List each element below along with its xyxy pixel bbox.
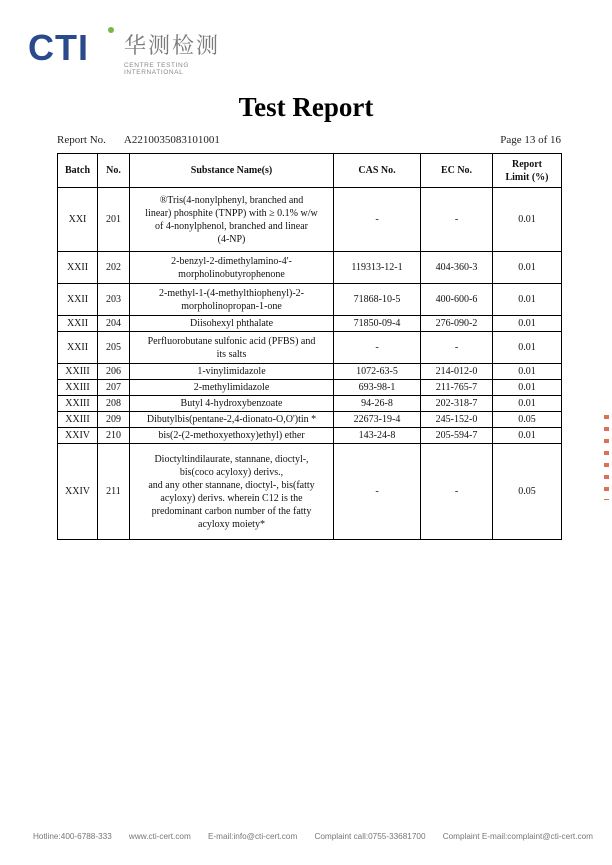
footer-complaint-email: Complaint E-mail:complaint@cti-cert.com — [442, 832, 593, 841]
table-row — [58, 284, 562, 316]
row-number: 207 — [98, 380, 130, 396]
row-number: 208 — [98, 396, 130, 412]
row-number: 202 — [98, 252, 130, 284]
row-batch: XXI — [58, 188, 98, 252]
table-row — [58, 252, 562, 284]
row-batch: XXII — [58, 332, 98, 364]
row-report-limit: 0.05 — [493, 444, 562, 540]
table-row — [58, 396, 562, 412]
cti-logo — [28, 22, 228, 76]
footer-website: www.cti-cert.com — [128, 832, 191, 841]
col-header-limit: Report Limit (%) — [493, 154, 562, 188]
row-number: 205 — [98, 332, 130, 364]
logo-brand: CTI — [28, 27, 89, 68]
table-row — [58, 380, 562, 396]
row-number: 206 — [98, 364, 130, 380]
row-batch: XXIII — [58, 364, 98, 380]
report-no-label: Report No. — [57, 134, 106, 146]
side-stamp-mark — [604, 415, 609, 500]
row-report-limit: 0.01 — [493, 364, 562, 380]
row-cas-no: 1072-63-5 — [334, 364, 421, 380]
report-no-value: A2210035083101001 — [123, 134, 220, 146]
row-substance-name: ®Tris(4-nonylphenyl, branched and linear) phosphite (TNPP) with ≥ 0.1% w/w of 4-nonylphenol, branched and linear (4-NP) — [130, 188, 334, 252]
table-row — [58, 412, 562, 428]
logo-subtitle: CENTRE TESTING INTERNATIONAL — [124, 62, 189, 76]
row-batch: XXIV — [58, 428, 98, 444]
row-report-limit: 0.05 — [493, 412, 562, 428]
row-substance-name: 1-vinylimidazole — [130, 364, 334, 380]
col-header-no: No. — [98, 154, 130, 188]
table-row — [58, 332, 562, 364]
substance-table — [57, 153, 562, 540]
table-row — [58, 428, 562, 444]
row-number: 209 — [98, 412, 130, 428]
row-substance-name: 2-methylimidazole — [130, 380, 334, 396]
row-ec-no: 276-090-2 — [421, 316, 493, 332]
row-cas-no: 71850-09-4 — [334, 316, 421, 332]
logo-dot-icon — [108, 27, 114, 33]
col-header-batch: Batch — [58, 154, 98, 188]
row-ec-no: 245-152-0 — [421, 412, 493, 428]
row-substance-name: 2-benzyl-2-dimethylamino-4'- morpholinobutyrophenone — [130, 252, 334, 284]
row-substance-name: Dioctyltindilaurate, stannane, dioctyl-, bis(coco acyloxy) derivs., and any other stannane, dioctyl-, bis(fatty acyloxy) derivs. wherein C12 is the predominant carbon number of the fatty acyloxy moiety* — [130, 444, 334, 540]
table-row — [58, 188, 562, 252]
row-ec-no: - — [421, 332, 493, 364]
logo-chinese-name: 华测检测 — [124, 34, 221, 59]
table-header-row — [58, 154, 562, 188]
row-batch: XXII — [58, 316, 98, 332]
row-batch: XXIII — [58, 396, 98, 412]
row-report-limit: 0.01 — [493, 252, 562, 284]
table-row — [58, 316, 562, 332]
row-ec-no: 205-594-7 — [421, 428, 493, 444]
row-ec-no: 211-765-7 — [421, 380, 493, 396]
row-cas-no: - — [334, 332, 421, 364]
row-batch: XXIV — [58, 444, 98, 540]
row-number: 201 — [98, 188, 130, 252]
row-cas-no: - — [334, 444, 421, 540]
footer — [33, 832, 593, 841]
row-cas-no: 119313-12-1 — [334, 252, 421, 284]
row-report-limit: 0.01 — [493, 396, 562, 412]
row-substance-name: Dibutylbis(pentane-2,4-dionato-O,O')tin * — [130, 412, 334, 428]
row-ec-no: 214-012-0 — [421, 364, 493, 380]
row-report-limit: 0.01 — [493, 428, 562, 444]
row-cas-no: 693-98-1 — [334, 380, 421, 396]
row-cas-no: 94-26-8 — [334, 396, 421, 412]
row-report-limit: 0.01 — [493, 316, 562, 332]
footer-email: E-mail:info@cti-cert.com — [207, 832, 298, 841]
row-cas-no: 71868-10-5 — [334, 284, 421, 316]
row-substance-name: Butyl 4-hydroxybenzoate — [130, 396, 334, 412]
page-title: Test Report — [238, 92, 374, 122]
row-substance-name: Diisohexyl phthalate — [130, 316, 334, 332]
row-batch: XXIII — [58, 412, 98, 428]
row-report-limit: 0.01 — [493, 380, 562, 396]
col-header-substance: Substance Name(s) — [130, 154, 334, 188]
footer-hotline: Hotline:400-6788-333 — [33, 832, 112, 841]
row-ec-no: - — [421, 188, 493, 252]
row-cas-no: 22673-19-4 — [334, 412, 421, 428]
row-substance-name: 2-methyl-1-(4-methylthiophenyl)-2- morpholinopropan-1-one — [130, 284, 334, 316]
col-header-cas: CAS No. — [334, 154, 421, 188]
table-row — [58, 364, 562, 380]
row-report-limit: 0.01 — [493, 188, 562, 252]
page-indicator: Page 13 of 16 — [500, 134, 561, 146]
row-number: 203 — [98, 284, 130, 316]
table-row — [58, 444, 562, 540]
col-header-ec: EC No. — [421, 154, 493, 188]
row-substance-name: bis(2-(2-methoxyethoxy)ethyl) ether — [130, 428, 334, 444]
row-batch: XXIII — [58, 380, 98, 396]
row-ec-no: - — [421, 444, 493, 540]
row-batch: XXII — [58, 284, 98, 316]
row-number: 210 — [98, 428, 130, 444]
report-number — [57, 134, 220, 146]
row-substance-name: Perfluorobutane sulfonic acid (PFBS) and its salts — [130, 332, 334, 364]
row-cas-no: 143-24-8 — [334, 428, 421, 444]
row-number: 204 — [98, 316, 130, 332]
row-number: 211 — [98, 444, 130, 540]
row-report-limit: 0.01 — [493, 332, 562, 364]
row-ec-no: 202-318-7 — [421, 396, 493, 412]
row-ec-no: 400-600-6 — [421, 284, 493, 316]
row-cas-no: - — [334, 188, 421, 252]
row-ec-no: 404-360-3 — [421, 252, 493, 284]
row-batch: XXII — [58, 252, 98, 284]
row-report-limit: 0.01 — [493, 284, 562, 316]
footer-complaint-call: Complaint call:0755-33681700 — [314, 832, 426, 841]
